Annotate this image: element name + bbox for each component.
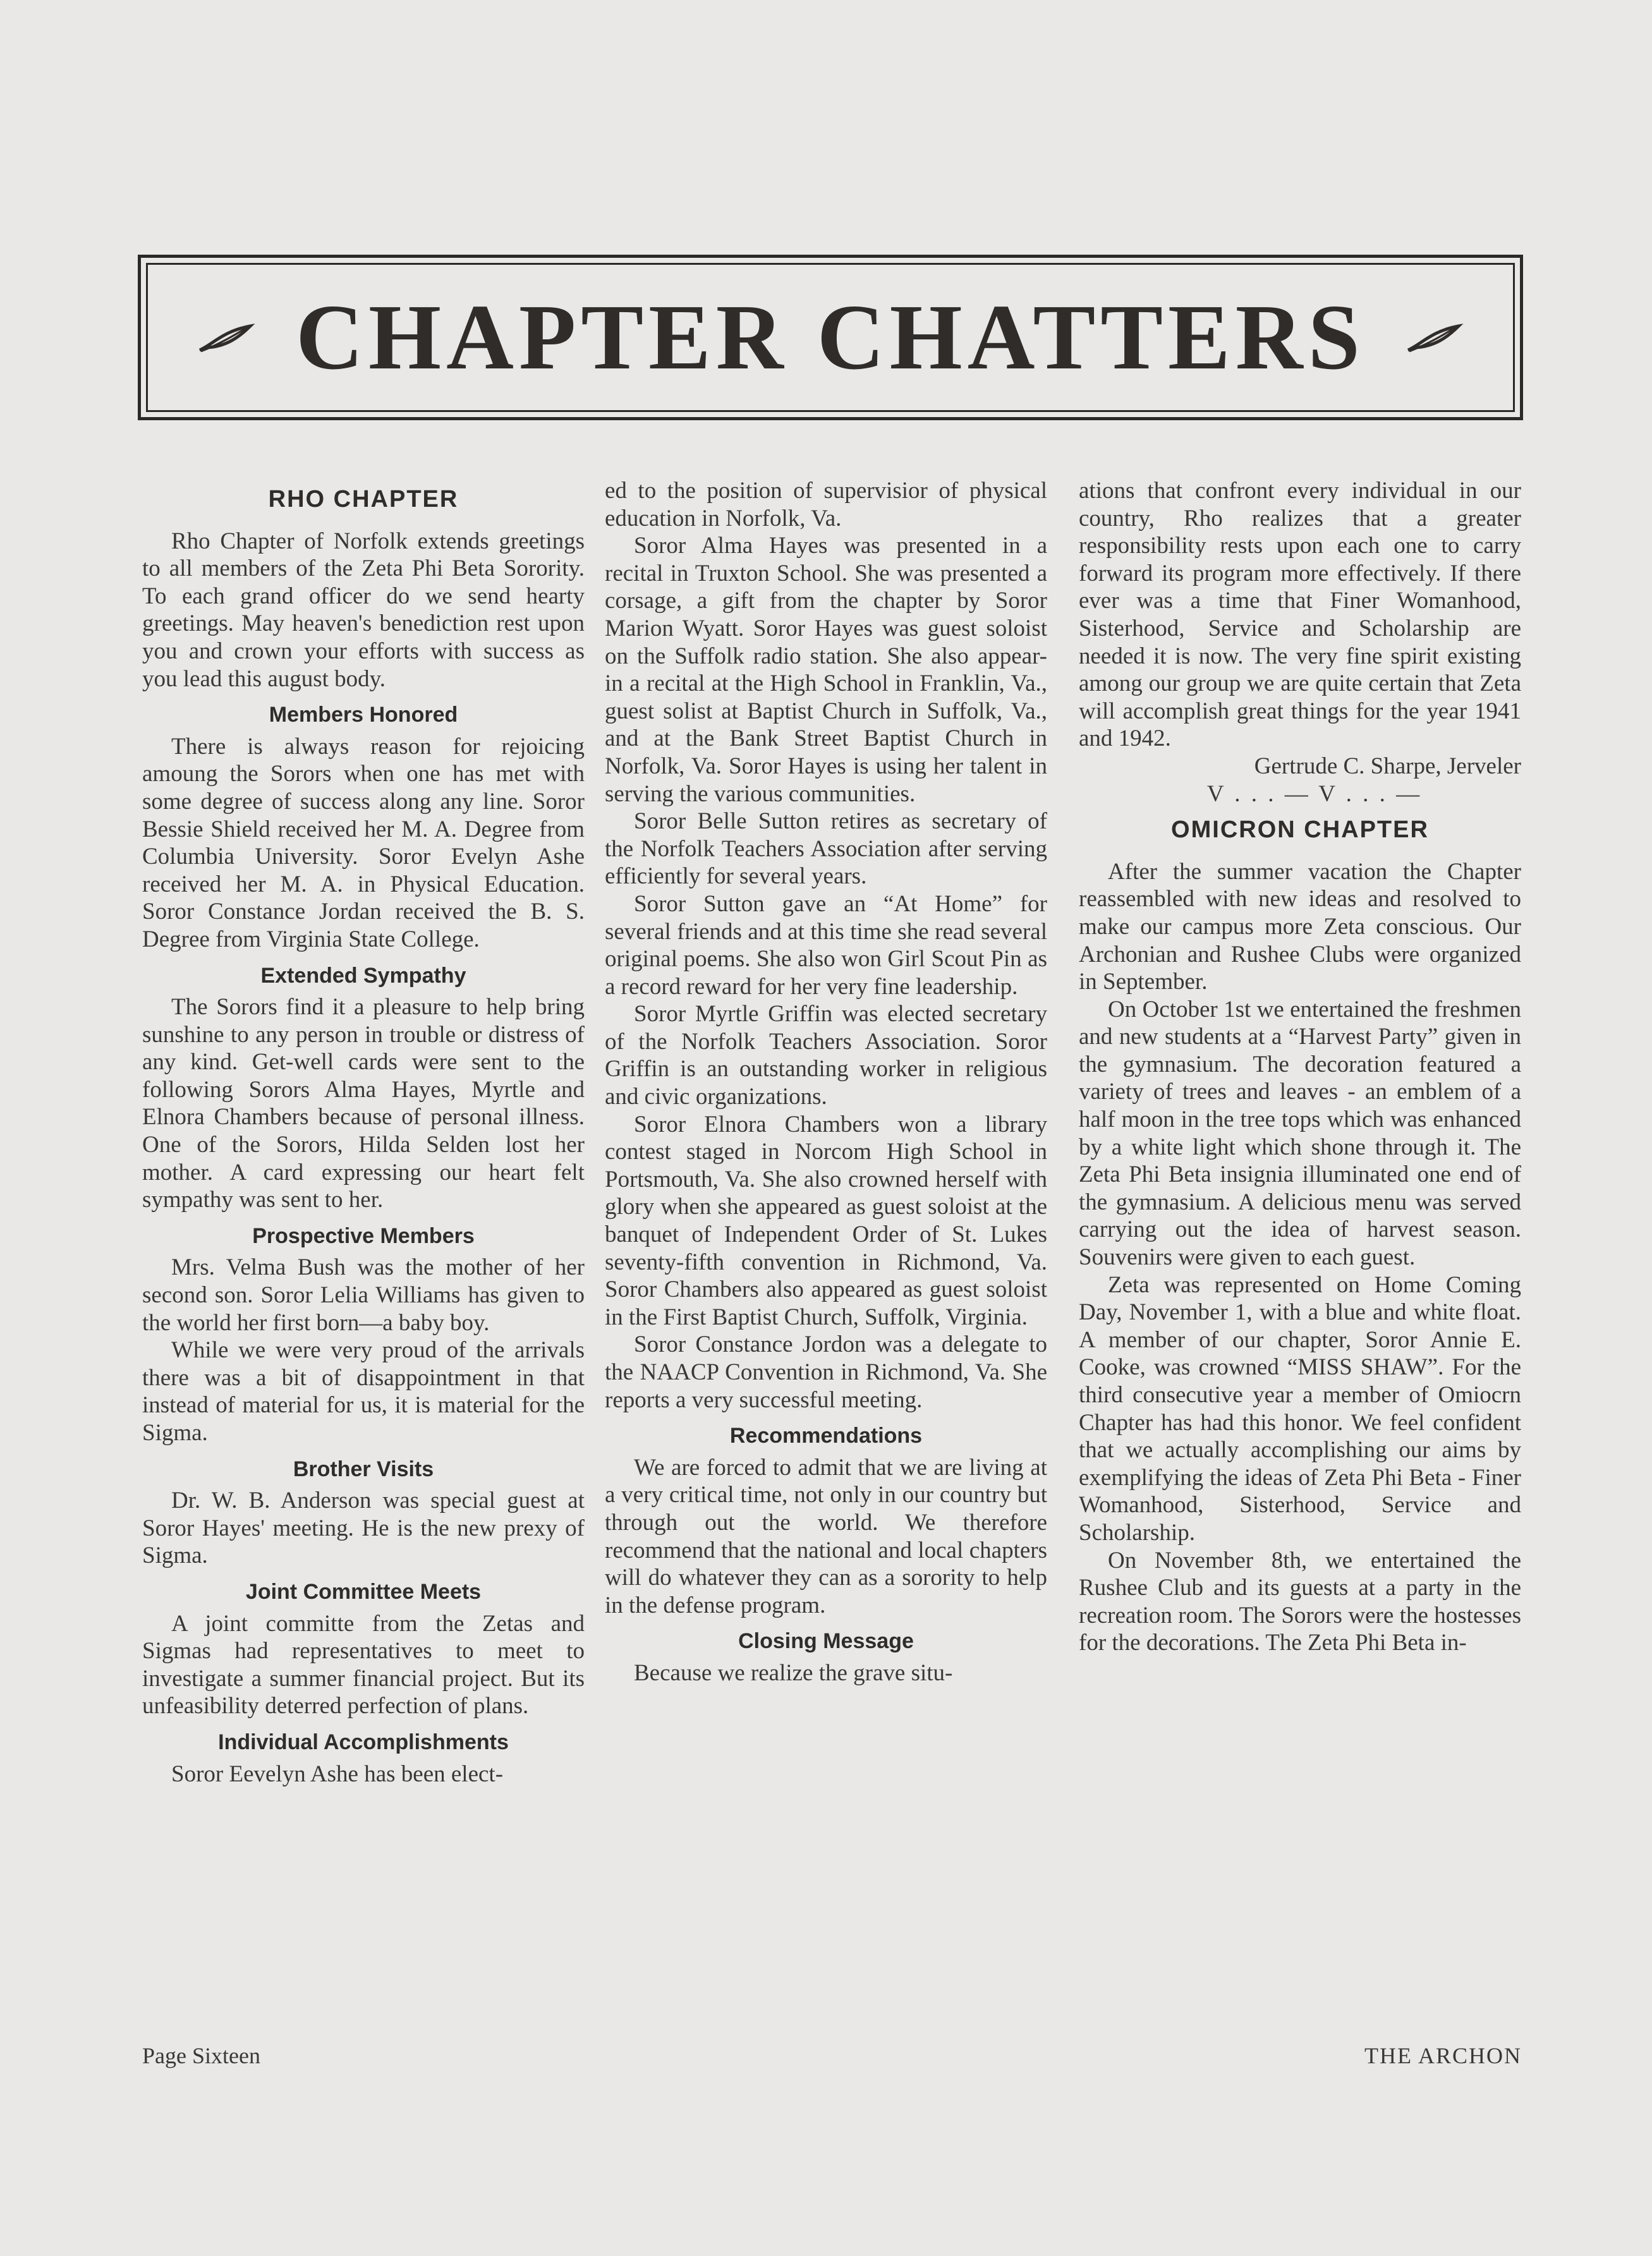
continuation-paragraph: ed to the position of supervisior of physical education in Norfolk, Va.: [605, 478, 1047, 531]
omicron-chapter-heading: OMICRON CHAPTER: [1171, 816, 1429, 844]
body-paragraph: Soror Constance Jordon was a delegate to the NAACP Convention in Richmond, Va. She reports a very successful meeting.: [605, 1331, 1047, 1413]
section-divider: V . . . — V . . . —: [1206, 780, 1423, 807]
extended-sympathy-heading: Extended Sympathy: [260, 963, 466, 988]
column-2: [605, 477, 1047, 1687]
members-honored-paragraph: There is always reason for rejoicing amoung the Sorors when one has met with some degree of success along any line. Soror Bessie Shield received her M. A. Degree from Columbia University. Soror Evelyn Ashe received her M. A. in Physical Education. Soror Constance Jordan received the B. S. Degree from Virginia State College.: [142, 733, 585, 952]
individual-accomplishments-heading: Individual Accomplishments: [218, 1730, 509, 1754]
continuation-paragraph: ations that confront every individual in our country, Rho realizes that a greater responsibility rests upon each one to carry forward its program more effectively. If there ever was a time that Finer Womanhood, Sisterhood, Service and Scholarship are needed it is now. The very fine spirit existing among our group we are quite certain that Zeta will accomplish great things for the year 1941 and 1942.: [1079, 478, 1521, 752]
brother-visits-heading: Brother Visits: [293, 1457, 434, 1481]
rho-intro-paragraph: Rho Chapter of Norfolk extends greetings to all members of the Zeta Phi Beta Sorority. To each grand officer do we send hearty greetings. May heaven's benediction rest upon you and crown your efforts with success as you lead this august body.: [142, 528, 585, 692]
banner-inner-frame: [146, 263, 1515, 412]
body-paragraph: On October 1st we entertained the freshmen and new students at a “Harvest Party” given in the gymnasium. The decoration featured a variety of trees and leaves - an emblem of a half moon in the tree tops which was enhanced by a white light which shone through it. The Zeta Phi Beta insignia illuminated one end of the gymnasium. A delicious menu was served carrying out the idea of harvest season. Souvenirs were given to each guest.: [1079, 996, 1521, 1271]
column-1: [142, 477, 585, 1788]
body-paragraph: After the summer vacation the Chapter reassembled with new ideas and resolved to make our campus more Zeta conscious. Our Archonian and Rushee Clubs were organized in September.: [1079, 858, 1521, 995]
leaf-flourish-icon: [1403, 318, 1466, 356]
prospective-members-paragraph: Mrs. Velma Bush was the mother of her second son. Soror Lelia Williams has given to the world her first born—a baby boy.: [142, 1254, 585, 1336]
body-paragraph: Soror Myrtle Griffin was elected secretary of the Norfolk Teachers Association. Soror Griffin is an outstanding worker in religious and civic organizations.: [605, 1001, 1047, 1110]
prospective-members-paragraph: While we were very proud of the arrivals there was a bit of disappointment in that instead of material for us, it is material for the Sigma.: [142, 1337, 585, 1446]
chapter-chatters-banner: [138, 255, 1523, 420]
body-paragraph: Soror Elnora Chambers won a library contest staged in Norcom High School in Portsmouth, Va. She also crowned herself with glory when she appeared as guest soloist at the banquet of Independent Order of St. Lukes seventy-fifth convention in Richmond, Va. Soror Chambers also appeared as guest soloist in the First Baptist Church, Suffolk, Virginia.: [605, 1111, 1047, 1330]
body-paragraph: Soror Sutton gave an “At Home” for several friends and at this time she read several original poems. She also won Girl Scout Pin as a record reward for her very fine leadership.: [605, 890, 1047, 1000]
members-honored-heading: Members Honored: [269, 703, 458, 727]
joint-committee-heading: Joint Committee Meets: [245, 1579, 482, 1604]
brother-visits-paragraph: Dr. W. B. Anderson was special guest at Soror Hayes' meeting. He is the new prexy of Sigma.: [142, 1488, 585, 1569]
body-paragraph: Zeta was represented on Home Coming Day, November 1, with a blue and white float. A member of our chapter, Soror Annie E. Cooke, was crowned “MISS SHAW”. For the third consecutive year a member of Omiocrn Chapter has had this honor. We feel confident that we actually accomplishing our aims by exemplifying the ideas of Zeta Phi Beta - Finer Womanhood, Sisterhood, Service and Scholarship.: [1079, 1271, 1521, 1546]
leaf-flourish-icon: [195, 318, 258, 356]
page-title: CHAPTER CHATTERS: [296, 286, 1365, 389]
extended-sympathy-paragraph: The Sorors find it a pleasure to help bring sunshine to any person in trouble or distress of any kind. Get-well cards were sent to the following Sorors Alma Hayes, Myrtle and Elnora Chambers because of personal illness. One of the Sorors, Hilda Selden lost her mother. A card expressing our heart felt sympathy was sent to her.: [142, 994, 585, 1213]
closing-message-paragraph: Because we realize the grave situ-: [634, 1659, 953, 1686]
recommendations-heading: Recommendations: [729, 1424, 923, 1448]
rho-chapter-heading: RHO CHAPTER: [268, 486, 459, 512]
column-3: [1079, 477, 1521, 1657]
author-signature: Gertrude C. Sharpe, Jerveler: [1254, 753, 1521, 779]
closing-message-heading: Closing Message: [738, 1629, 914, 1654]
body-paragraph: On November 8th, we entertained the Rushee Club and its guests at a party in the recreation room. The Sorors were the hostesses for the decorations. The Zeta Phi Beta in-: [1079, 1547, 1521, 1656]
body-paragraph: Soror Belle Sutton retires as secretary of the Norfolk Teachers Association after serving efficiently for several years.: [605, 808, 1047, 890]
joint-committee-paragraph: A joint committe from the Zetas and Sigmas had representatives to meet to investigate a summer financial project. But its unfeasibility deterred perfection of plans.: [142, 1610, 585, 1719]
publication-name: THE ARCHON: [1364, 2043, 1522, 2068]
page-number: Page Sixteen: [142, 2043, 260, 2068]
recommendations-paragraph: We are forced to admit that we are living at a very critical time, not only in our country but through out the world. We therefore recommend that the national and local chapters will do whatever they can as a sorority to help in the defense program.: [605, 1454, 1047, 1618]
body-paragraph: Soror Alma Hayes was presented in a recital in Truxton School. She was presented a corsage, a gift from the chapter by Soror Marion Wyatt. Soror Hayes was guest soloist on the Suffolk radio station. She also appear- in a recital at the High School in Franklin, Va., guest solist at Baptist Church in Suffolk, Va., and at the Bank Street Baptist Church in Norfolk, Va. Soror Hayes is using her talent in serving the various communities.: [605, 533, 1047, 807]
prospective-members-heading: Prospective Members: [252, 1223, 475, 1248]
individual-accomplishments-paragraph: Soror Eevelyn Ashe has been elect-: [171, 1761, 504, 1787]
